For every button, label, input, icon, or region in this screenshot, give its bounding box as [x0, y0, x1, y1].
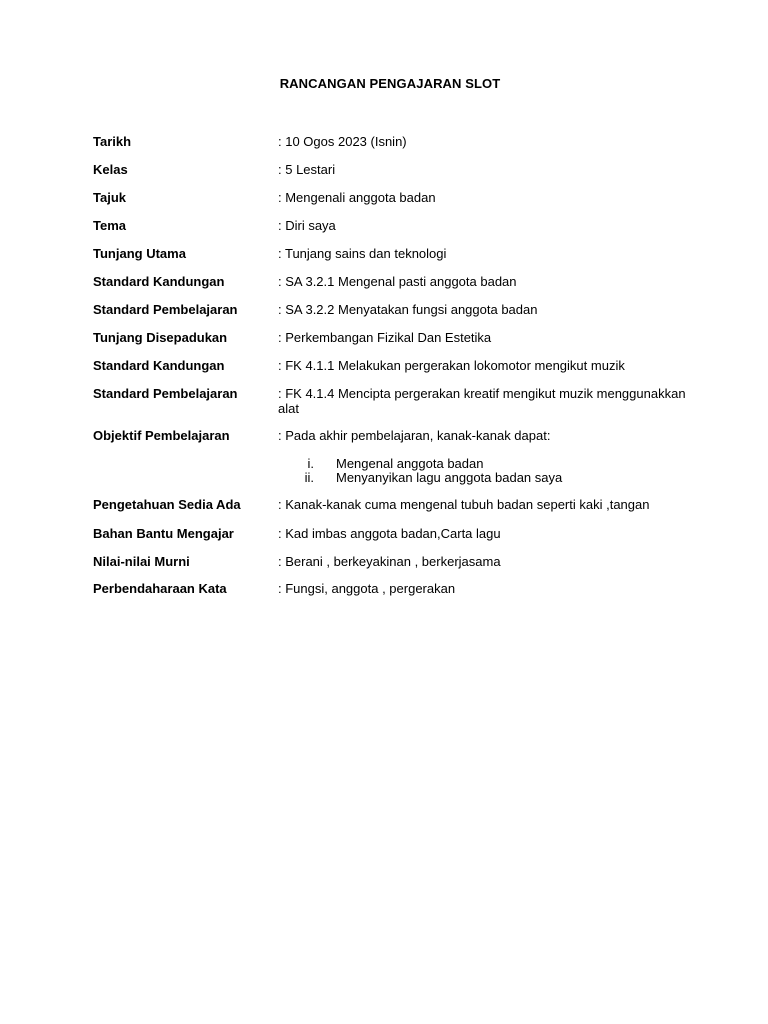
- list-item-text: Menyanyikan lagu anggota badan saya: [336, 470, 563, 485]
- field-value: : SA 3.2.1 Mengenal pasti anggota badan: [278, 274, 517, 289]
- list-item-text: Mengenal anggota badan: [336, 456, 484, 471]
- field-value: : 5 Lestari: [278, 162, 336, 177]
- field-label: Standard Kandungan: [93, 274, 225, 289]
- field-value: : Kanak-kanak cuma mengenal tubuh badan seperti kaki ,tangan: [278, 497, 650, 512]
- field-label: Objektif Pembelajaran: [93, 428, 230, 443]
- field-value: : 10 Ogos 2023 (Isnin): [278, 134, 407, 149]
- field-value: : SA 3.2.2 Menyatakan fungsi anggota badan: [278, 302, 538, 317]
- field-value: : Pada akhir pembelajaran, kanak-kanak dapat:: [278, 428, 551, 443]
- field-label: Nilai-nilai Murni: [93, 554, 190, 569]
- field-value: : FK 4.1.4 Mencipta pergerakan kreatif mengikut muzik menggunakkan alat: [278, 386, 686, 416]
- field-value: : Fungsi, anggota , pergerakan: [278, 581, 456, 596]
- field-label: Standard Pembelajaran: [93, 386, 238, 401]
- field-value: : Tunjang sains dan teknologi: [278, 246, 447, 261]
- field-label: Standard Kandungan: [93, 358, 225, 373]
- field-value: : Diri saya: [278, 218, 336, 233]
- field-value: : FK 4.1.1 Melakukan pergerakan lokomotor mengikut muzik: [278, 358, 625, 373]
- field-label: Bahan Bantu Mengajar: [93, 526, 234, 541]
- field-label: Tunjang Disepadukan: [93, 330, 228, 345]
- field-value: : Berani , berkeyakinan , berkerjasama: [278, 554, 501, 569]
- field-value: : Mengenali anggota badan: [278, 190, 436, 205]
- field-value: : Perkembangan Fizikal Dan Estetika: [278, 330, 492, 345]
- field-label: Tajuk: [93, 190, 126, 205]
- field-label: Pengetahuan Sedia Ada: [93, 497, 241, 512]
- field-label: Kelas: [93, 162, 128, 177]
- list-item-number: ii.: [304, 470, 314, 485]
- field-value: : Kad imbas anggota badan,Carta lagu: [278, 526, 501, 541]
- field-label: Tema: [93, 218, 126, 233]
- field-label: Standard Pembelajaran: [93, 302, 238, 317]
- list-item-number: i.: [307, 456, 314, 471]
- field-label: Tarikh: [93, 134, 132, 149]
- document-title: RANCANGAN PENGAJARAN SLOT: [279, 76, 501, 91]
- field-label: Perbendaharaan Kata: [93, 581, 227, 596]
- field-label: Tunjang Utama: [93, 246, 186, 261]
